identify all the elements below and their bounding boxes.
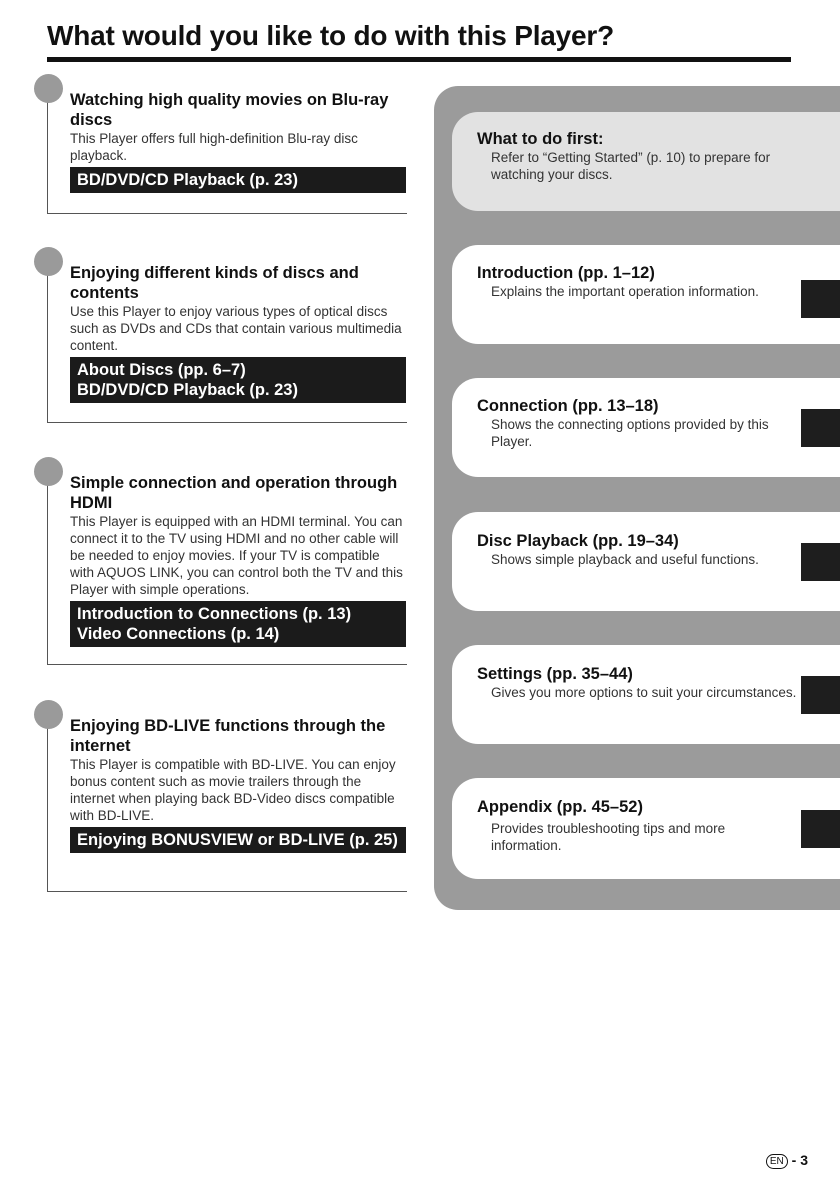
chapter-description: Shows simple playback and useful functions. [491, 552, 759, 567]
page-number: 3 [800, 1152, 808, 1168]
chapter-card-introduction[interactable] [452, 245, 840, 344]
chapter-index-tab[interactable] [801, 543, 840, 581]
reference-link[interactable]: BD/DVD/CD Playback (p. 23) [77, 171, 298, 189]
chapter-content [477, 263, 797, 300]
feature-description: This Player is compatible with BD-LIVE. You can enjoy bonus content such as movie trailers through the internet when playing back BD-Video discs compatible with BD-LIVE. [70, 757, 396, 823]
chapter-card-appendix[interactable] [452, 778, 840, 879]
feature-hdmi [47, 459, 406, 665]
chapter-description: Gives you more options to suit your circumstances. [491, 685, 797, 700]
bullet-circle-icon [34, 247, 63, 276]
feature-description: This Player offers full high-definition Blu-ray disc playback. [70, 131, 358, 163]
feature-content [70, 263, 406, 403]
reference-link[interactable]: BD/DVD/CD Playback (p. 23) [77, 381, 298, 399]
chapter-card-settings[interactable] [452, 645, 840, 744]
page-title: What would you like to do with this Player? [47, 20, 614, 51]
language-badge: EN [766, 1154, 788, 1169]
chapter-content [477, 396, 797, 450]
bullet-circle-icon [34, 700, 63, 729]
chapter-index-tab[interactable] [801, 409, 840, 447]
chapter-title: Disc Playback (pp. 19–34) [477, 532, 679, 550]
reference-link[interactable]: Enjoying BONUSVIEW or BD-LIVE (p. 25) [77, 831, 398, 849]
chapter-description: Refer to “Getting Started” (p. 10) to prepare for watching your discs. [491, 150, 771, 182]
title-rule [47, 57, 791, 62]
feature-content [70, 473, 406, 647]
reference-link[interactable]: Introduction to Connections (p. 13) [77, 605, 352, 623]
chapter-content [477, 797, 797, 854]
feature-heading: Enjoying BD-LIVE functions through the internet [70, 717, 386, 755]
feature-content [70, 716, 406, 853]
feature-bd-live [47, 702, 406, 892]
chapter-description: Provides troubleshooting tips and more information. [491, 821, 726, 853]
reference-link-box[interactable] [70, 827, 406, 853]
chapter-card-disc-playback[interactable] [452, 512, 840, 611]
reference-link-box[interactable] [70, 357, 406, 403]
chapter-index-tab[interactable] [801, 280, 840, 318]
chapter-content [477, 664, 797, 701]
reference-link[interactable]: Video Connections (p. 14) [77, 625, 280, 643]
reference-link[interactable]: About Discs (pp. 6–7) [77, 361, 246, 379]
chapter-card-connection[interactable] [452, 378, 840, 477]
reference-link-box[interactable] [70, 167, 406, 193]
chapter-content [477, 531, 797, 568]
footer-separator: - [791, 1152, 797, 1168]
chapter-title: Connection (pp. 13–18) [477, 397, 659, 415]
feature-heading: Enjoying different kinds of discs and contents [70, 264, 359, 302]
reference-link-box[interactable] [70, 601, 406, 647]
page-footer [766, 1152, 808, 1169]
feature-content [70, 90, 406, 193]
feature-description: This Player is equipped with an HDMI terminal. You can connect it to the TV using HDMI and no other cable will be needed to enjoy movies. If your TV is compatible with AQUOS LINK, you can control both the TV and this Player with simple operations. [70, 514, 403, 597]
bullet-circle-icon [34, 457, 63, 486]
chapter-index-tab[interactable] [801, 676, 840, 714]
feature-heading: Simple connection and operation through HDMI [70, 474, 398, 512]
feature-blu-ray-movies [47, 76, 406, 214]
chapter-index-tab[interactable] [801, 810, 840, 848]
chapter-title: What to do first: [477, 130, 604, 148]
feature-description: Use this Player to enjoy various types of optical discs such as DVDs and CDs that contain various multimedia content. [70, 304, 402, 353]
chapter-description: Shows the connecting options provided by this Player. [491, 417, 769, 449]
chapter-card-what-to-do-first[interactable] [452, 112, 840, 211]
bullet-circle-icon [34, 74, 63, 103]
chapter-title: Appendix (pp. 45–52) [477, 798, 643, 816]
chapter-description: Explains the important operation information. [491, 284, 759, 299]
feature-disc-types [47, 249, 406, 423]
chapter-title: Settings (pp. 35–44) [477, 665, 633, 683]
chapter-content [477, 129, 797, 183]
feature-heading: Watching high quality movies on Blu-ray discs [70, 91, 389, 129]
chapter-title: Introduction (pp. 1–12) [477, 264, 655, 282]
